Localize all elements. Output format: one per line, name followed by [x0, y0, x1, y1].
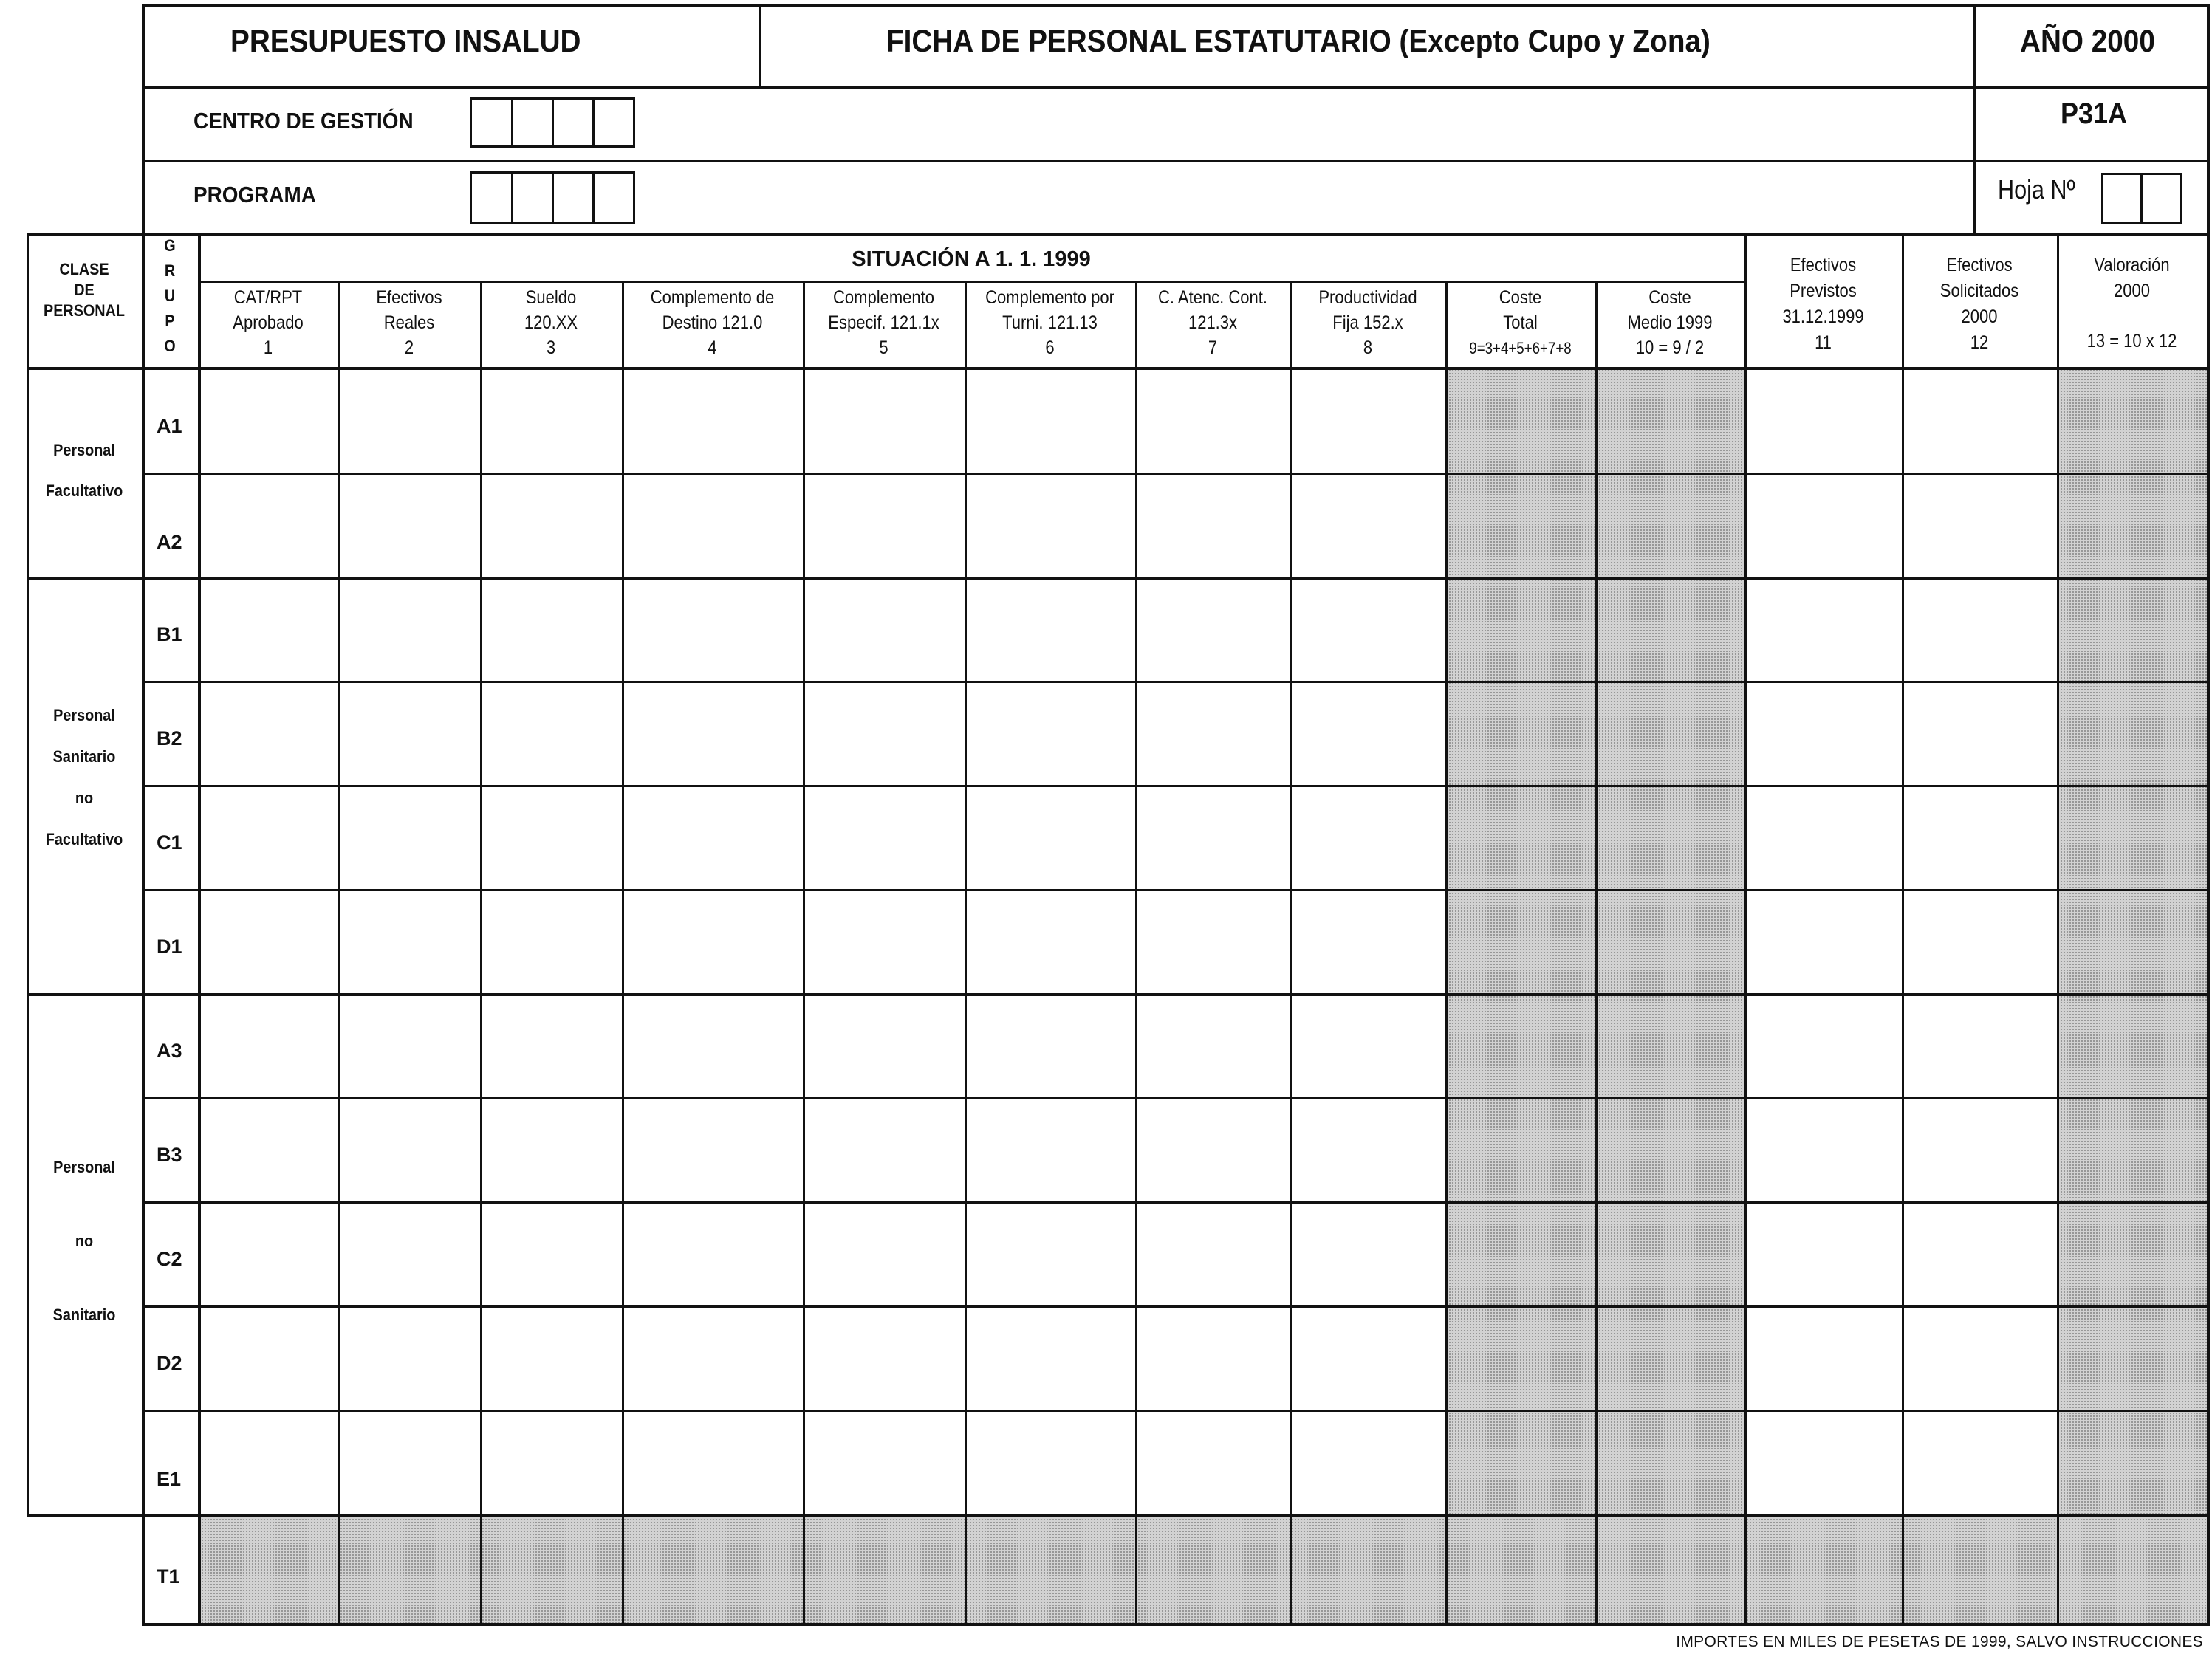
- data-cell[interactable]: [1292, 579, 1445, 680]
- column-header-line: Previstos: [1790, 281, 1857, 301]
- title-ficha: FICHA DE PERSONAL ESTATUTARIO (Excepto Cupo y Zona): [886, 24, 1711, 59]
- data-cell[interactable]: [340, 683, 479, 784]
- personal-sanitario-no-facultativo-label: Personal: [53, 706, 115, 724]
- data-cell[interactable]: [482, 1308, 621, 1409]
- data-cell[interactable]: [1904, 995, 2056, 1097]
- data-cell[interactable]: [1137, 371, 1290, 472]
- column-header-line: Especif. 121.1x: [828, 312, 939, 333]
- shaded-total-row: [198, 1515, 2207, 1623]
- data-cell[interactable]: [1292, 995, 1445, 1097]
- group-label: D2: [157, 1352, 182, 1374]
- data-cell[interactable]: [482, 1204, 621, 1305]
- data-cell[interactable]: [1137, 579, 1290, 680]
- data-cell[interactable]: [1137, 1308, 1290, 1409]
- data-cell[interactable]: [340, 475, 479, 576]
- column-header-line: Complemento: [833, 287, 934, 308]
- column-header-line: CAT/RPT: [233, 287, 303, 308]
- data-cell[interactable]: [482, 995, 621, 1097]
- data-cell[interactable]: [805, 1308, 964, 1409]
- column-header-line: 13 = 10 x 12: [2086, 331, 2177, 351]
- data-cell[interactable]: [1292, 1204, 1445, 1305]
- data-cell[interactable]: [340, 371, 479, 472]
- data-cell[interactable]: [340, 1308, 479, 1409]
- data-cell[interactable]: [200, 579, 338, 680]
- data-cell[interactable]: [1137, 891, 1290, 992]
- data-cell[interactable]: [967, 683, 1134, 784]
- data-cell[interactable]: [624, 1204, 802, 1305]
- column-header-line: 4: [708, 337, 717, 358]
- column-header-line: 9=3+4+5+6+7+8: [1469, 339, 1572, 357]
- data-cell[interactable]: [1747, 475, 1901, 576]
- data-cell[interactable]: [1292, 475, 1445, 576]
- column-header-line: Reales: [383, 312, 435, 333]
- personal-facultativo-label: Facultativo: [45, 481, 123, 500]
- data-cell[interactable]: [1137, 1412, 1290, 1513]
- data-cell[interactable]: [967, 787, 1134, 888]
- data-cell[interactable]: [805, 371, 964, 472]
- grid-hline: [27, 1514, 2210, 1517]
- total-row-label: T1: [157, 1565, 180, 1588]
- personal-sanitario-no-facultativo-label: Sanitario: [52, 747, 116, 766]
- form-code: P31A: [2061, 97, 2128, 130]
- personal-facultativo-label: Personal: [53, 441, 115, 459]
- grid-hline: [27, 367, 2210, 370]
- grid-hline: [142, 1623, 2210, 1626]
- clase-header-line: DE: [74, 281, 95, 299]
- column-header-line: 121.3x: [1188, 312, 1238, 333]
- data-cell[interactable]: [200, 995, 338, 1097]
- data-cell[interactable]: [1137, 787, 1290, 888]
- year-label: AÑO 2000: [2020, 24, 2155, 59]
- data-cell[interactable]: [1904, 1204, 2056, 1305]
- data-cell[interactable]: [624, 475, 802, 576]
- data-cell[interactable]: [1747, 683, 1901, 784]
- data-cell[interactable]: [624, 579, 802, 680]
- data-cell[interactable]: [1137, 1204, 1290, 1305]
- grid-hline: [198, 281, 1744, 283]
- data-cell[interactable]: [967, 475, 1134, 576]
- grid-vline: [142, 235, 145, 1623]
- data-cell[interactable]: [1904, 1412, 2056, 1513]
- data-cell[interactable]: [200, 1412, 338, 1513]
- data-cell[interactable]: [1904, 1099, 2056, 1201]
- data-cell[interactable]: [482, 1412, 621, 1513]
- data-cell[interactable]: [1137, 1099, 1290, 1201]
- group-label: C1: [157, 831, 182, 854]
- data-cell[interactable]: [340, 787, 479, 888]
- personal-sanitario-no-facultativo-label: Facultativo: [45, 830, 123, 848]
- data-cell[interactable]: [200, 891, 338, 992]
- grupo-header-letter: U: [164, 286, 176, 305]
- group-label: E1: [157, 1468, 182, 1490]
- hoja-label: Hoja Nº: [1998, 174, 2075, 205]
- column-header-line: Solicitados: [1939, 281, 2019, 301]
- footer-note: IMPORTES EN MILES DE PESETAS DE 1999, SALVO INSTRUCCIONES: [1676, 1633, 2203, 1650]
- grupo-header-letter: P: [165, 312, 175, 330]
- data-cell[interactable]: [340, 579, 479, 680]
- data-cell[interactable]: [624, 995, 802, 1097]
- grupo-header-letter: O: [164, 337, 176, 355]
- data-cell[interactable]: [200, 1308, 338, 1409]
- data-cell[interactable]: [805, 683, 964, 784]
- column-header-line: Total: [1503, 312, 1538, 333]
- data-cell[interactable]: [967, 1308, 1134, 1409]
- data-cell[interactable]: [1904, 683, 2056, 784]
- data-cell[interactable]: [1292, 787, 1445, 888]
- column-header-line: Aprobado: [233, 312, 304, 333]
- programa-label: PROGRAMA: [194, 182, 316, 207]
- column-header-line: Valoración: [2094, 255, 2170, 275]
- data-cell[interactable]: [967, 371, 1134, 472]
- column-header-line: 31.12.1999: [1782, 306, 1864, 327]
- data-cell[interactable]: [1904, 579, 2056, 680]
- grid-vline: [1445, 281, 1448, 1623]
- situacion-header: SITUACIÓN A 1. 1. 1999: [852, 247, 1091, 271]
- column-header-line: 2000: [2114, 281, 2150, 301]
- data-cell[interactable]: [1292, 1099, 1445, 1201]
- data-cell[interactable]: [200, 787, 338, 888]
- data-cell[interactable]: [1137, 683, 1290, 784]
- data-cell[interactable]: [340, 995, 479, 1097]
- data-cell[interactable]: [200, 475, 338, 576]
- data-cell[interactable]: [1747, 1099, 1901, 1201]
- data-cell[interactable]: [1904, 371, 2056, 472]
- column-header-line: 1: [263, 337, 273, 358]
- data-cell[interactable]: [1747, 995, 1901, 1097]
- data-cell[interactable]: [1292, 1412, 1445, 1513]
- column-header-line: Coste: [1499, 287, 1542, 308]
- title-presupuesto: PRESUPUESTO INSALUD: [230, 24, 581, 59]
- data-cell[interactable]: [624, 1099, 802, 1201]
- group-label: B2: [157, 727, 182, 749]
- data-cell[interactable]: [624, 891, 802, 992]
- column-header-line: 10 = 9 / 2: [1635, 337, 1705, 358]
- data-cell[interactable]: [805, 1412, 964, 1513]
- data-cell[interactable]: [805, 579, 964, 680]
- column-header-line: 7: [1208, 337, 1218, 358]
- column-header-line: Productividad: [1318, 287, 1417, 308]
- data-cell[interactable]: [482, 579, 621, 680]
- data-cell[interactable]: [624, 1412, 802, 1513]
- programa-code-field[interactable]: [470, 171, 635, 224]
- shaded-column: [1595, 369, 1744, 1515]
- data-cell[interactable]: [805, 995, 964, 1097]
- clase-header-line: PERSONAL: [43, 301, 126, 320]
- centro-gestion-label: CENTRO DE GESTIÓN: [194, 108, 414, 134]
- column-header-line: Destino 121.0: [662, 312, 763, 333]
- column-header-line: 5: [879, 337, 888, 358]
- grid-vline: [27, 235, 29, 1515]
- data-cell[interactable]: [1747, 1412, 1901, 1513]
- group-label: A2: [157, 531, 182, 553]
- data-cell[interactable]: [1904, 475, 2056, 576]
- data-cell[interactable]: [1747, 1308, 1901, 1409]
- data-cell[interactable]: [482, 475, 621, 576]
- data-cell[interactable]: [805, 475, 964, 576]
- column-header-line: 120.XX: [524, 312, 578, 333]
- data-cell[interactable]: [340, 1412, 479, 1513]
- grid-vline: [2057, 235, 2059, 1623]
- column-header-line: Efectivos: [376, 287, 442, 308]
- group-label: B1: [157, 623, 182, 645]
- column-header-line: Coste: [1648, 287, 1691, 308]
- data-cell[interactable]: [340, 891, 479, 992]
- shaded-column: [2057, 369, 2207, 1515]
- data-cell[interactable]: [624, 683, 802, 784]
- data-cell[interactable]: [1137, 475, 1290, 576]
- data-cell[interactable]: [1292, 683, 1445, 784]
- data-cell[interactable]: [967, 1412, 1134, 1513]
- data-cell[interactable]: [1747, 787, 1901, 888]
- grupo-header-letter: G: [164, 236, 176, 255]
- data-cell[interactable]: [340, 1099, 479, 1201]
- grid-vline: [1595, 281, 1598, 1623]
- personal-no-sanitario-label: no: [75, 1232, 94, 1250]
- data-cell[interactable]: [1747, 579, 1901, 680]
- grid-vline: [2207, 235, 2210, 1623]
- column-header-line: 6: [1045, 337, 1055, 358]
- data-cell[interactable]: [482, 1099, 621, 1201]
- data-cell[interactable]: [1292, 1308, 1445, 1409]
- data-cell[interactable]: [624, 787, 802, 888]
- shaded-column: [1445, 369, 1595, 1515]
- column-header-line: Sueldo: [525, 287, 577, 308]
- data-cell[interactable]: [200, 371, 338, 472]
- data-cell[interactable]: [624, 371, 802, 472]
- data-cell[interactable]: [624, 1308, 802, 1409]
- data-cell[interactable]: [1747, 891, 1901, 992]
- data-cell[interactable]: [1292, 891, 1445, 992]
- data-cell[interactable]: [967, 891, 1134, 992]
- column-header-line: Medio 1999: [1627, 312, 1713, 333]
- centro-gestion-code-field[interactable]: [470, 97, 635, 148]
- data-cell[interactable]: [340, 1204, 479, 1305]
- data-cell[interactable]: [1904, 891, 2056, 992]
- data-cell[interactable]: [1904, 1308, 2056, 1409]
- data-cell[interactable]: [967, 1099, 1134, 1201]
- data-cell[interactable]: [805, 787, 964, 888]
- column-header-line: 2: [404, 337, 414, 358]
- data-cell[interactable]: [482, 683, 621, 784]
- data-cell[interactable]: [482, 371, 621, 472]
- personal-no-sanitario-label: Personal: [53, 1158, 115, 1176]
- group-label: C2: [157, 1248, 182, 1270]
- data-cell[interactable]: [805, 1099, 964, 1201]
- data-cell[interactable]: [1904, 787, 2056, 888]
- column-header-line: Complemento por: [985, 287, 1114, 308]
- group-label: D1: [157, 936, 182, 958]
- data-cell[interactable]: [805, 891, 964, 992]
- column-header-line: Complemento de: [650, 287, 775, 308]
- group-label: A3: [157, 1040, 182, 1062]
- data-cell[interactable]: [482, 787, 621, 888]
- column-header-line: 11: [1815, 332, 1832, 353]
- hoja-number-field[interactable]: [2101, 173, 2182, 224]
- data-cell[interactable]: [200, 1099, 338, 1201]
- column-header-line: 3: [546, 337, 556, 358]
- data-cell[interactable]: [967, 579, 1134, 680]
- data-cell[interactable]: [967, 1204, 1134, 1305]
- column-header-line: C. Atenc. Cont.: [1158, 287, 1267, 308]
- column-header-line: 8: [1363, 337, 1373, 358]
- data-cell[interactable]: [200, 683, 338, 784]
- data-cell[interactable]: [1292, 371, 1445, 472]
- data-cell[interactable]: [482, 891, 621, 992]
- column-header-line: Fija 152.x: [1332, 312, 1403, 333]
- data-cell[interactable]: [1747, 371, 1901, 472]
- grupo-header-letter: R: [164, 261, 176, 280]
- data-cell[interactable]: [1747, 1204, 1901, 1305]
- column-header-line: Turni. 121.13: [1002, 312, 1098, 333]
- data-cell[interactable]: [200, 1204, 338, 1305]
- data-cell[interactable]: [1137, 995, 1290, 1097]
- column-header-line: 12: [1970, 332, 1989, 353]
- data-cell[interactable]: [967, 995, 1134, 1097]
- column-header-line: 2000: [1961, 306, 1998, 327]
- group-label: B3: [157, 1144, 182, 1166]
- personal-sanitario-no-facultativo-label: no: [75, 789, 94, 807]
- group-label: A1: [157, 415, 182, 437]
- column-header-line: Efectivos: [1946, 255, 2013, 275]
- data-cell[interactable]: [805, 1204, 964, 1305]
- column-header-line: Efectivos: [1790, 255, 1857, 275]
- clase-header-line: CLASE: [59, 260, 109, 278]
- personal-no-sanitario-label: Sanitario: [52, 1305, 116, 1324]
